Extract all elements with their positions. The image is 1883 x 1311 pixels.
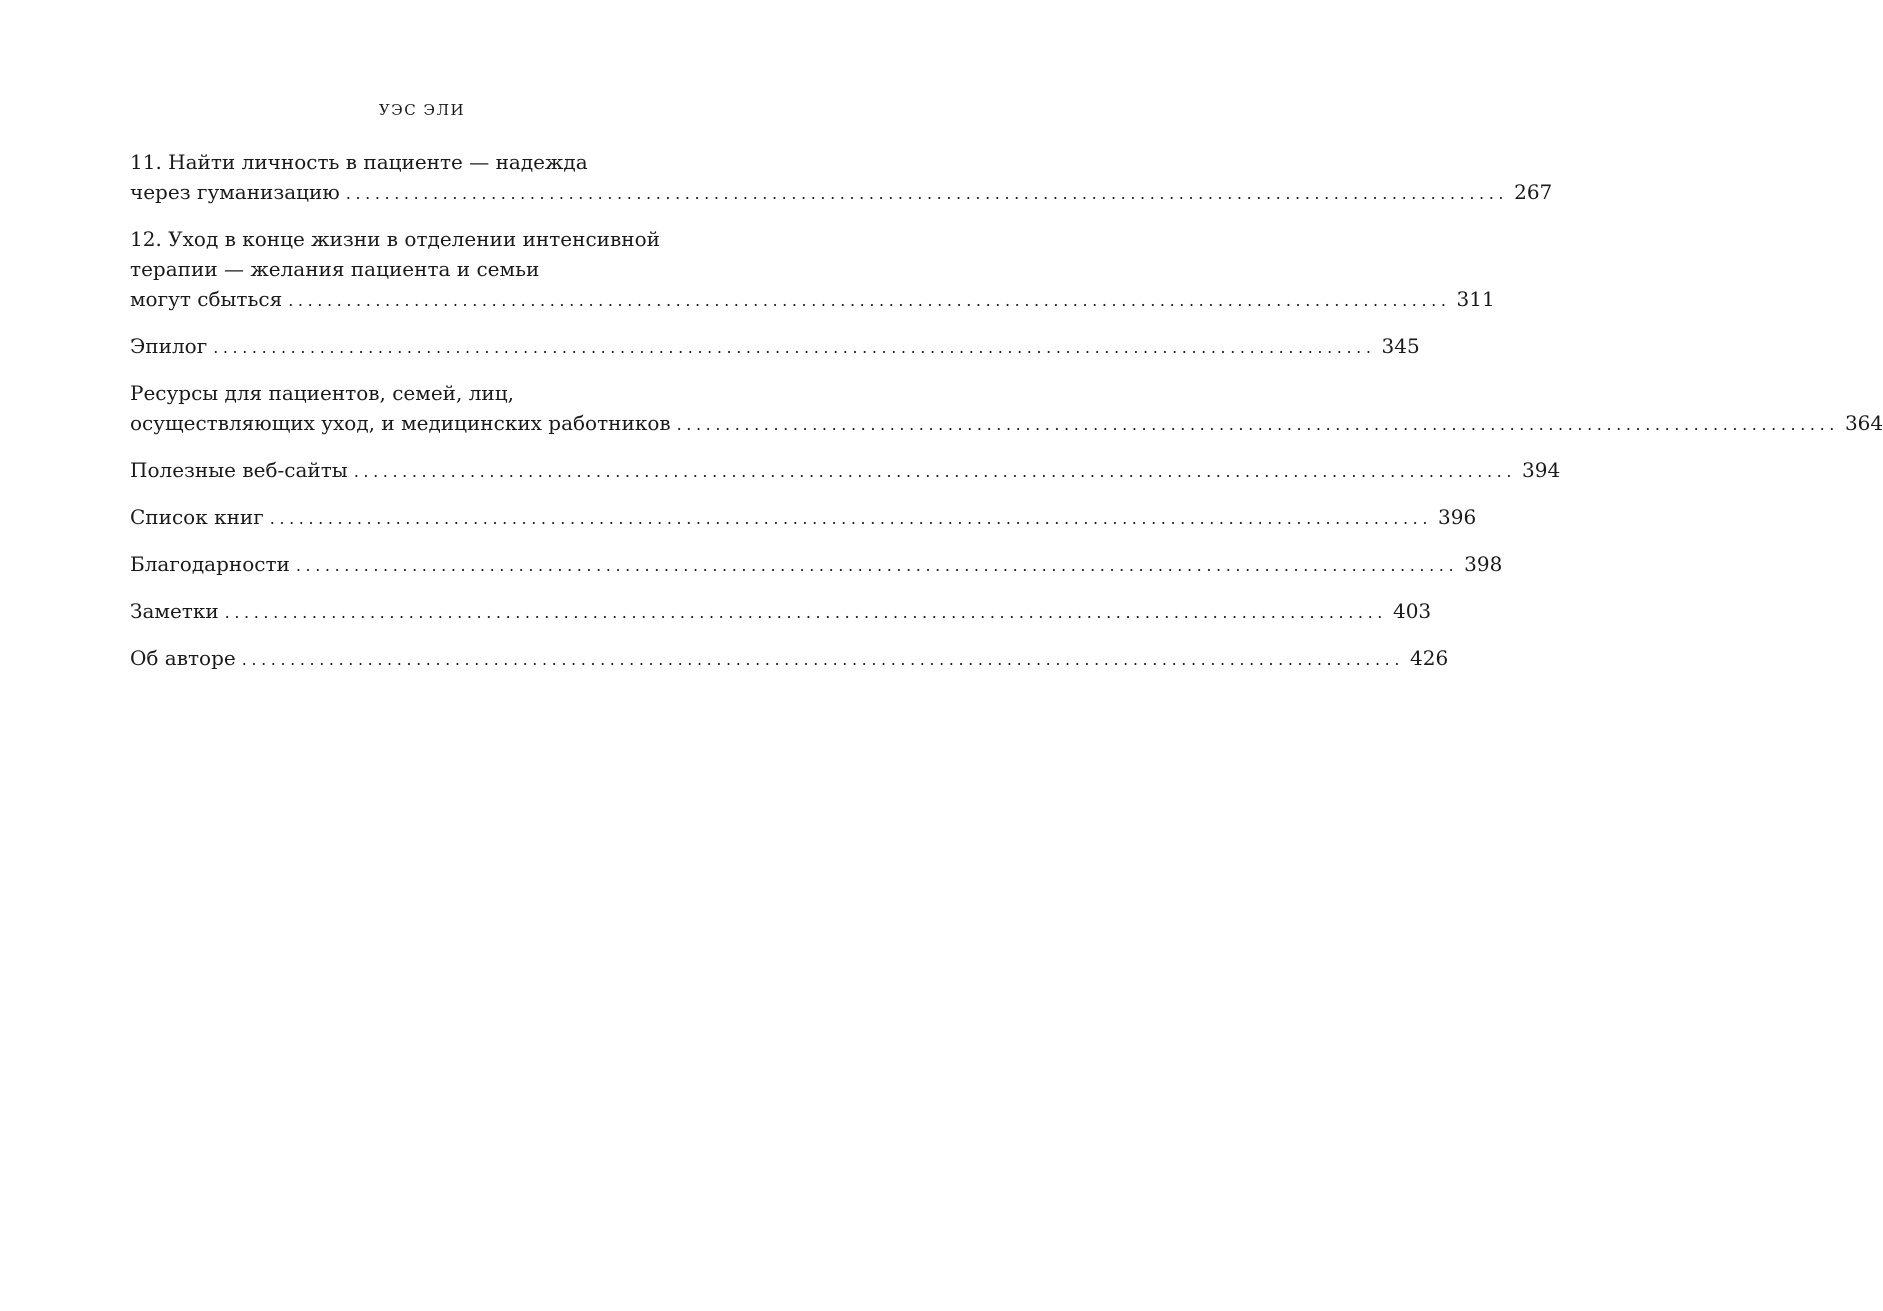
toc-entry-notes[interactable] bbox=[130, 596, 1432, 628]
toc-entry-title-line: 12. Уход в конце жизни в отделении интенсивной bbox=[130, 227, 660, 251]
toc-entry-title-line: через гуманизацию bbox=[130, 180, 340, 204]
running-head: УЭС ЭЛИ bbox=[378, 101, 466, 119]
toc-page-number: 345 bbox=[1381, 334, 1420, 358]
dot-leader: ........................................................................................................................ bbox=[241, 650, 1405, 669]
toc-entry-title-line: осуществляющих уход, и медицинских работников bbox=[130, 411, 671, 435]
toc-page-number: 398 bbox=[1464, 552, 1503, 576]
toc-entry-title-line: Заметки bbox=[130, 599, 219, 623]
dot-leader: ........................................................................................................................ bbox=[269, 509, 1433, 528]
toc-page-number: 394 bbox=[1522, 458, 1561, 482]
toc-page-number: 403 bbox=[1392, 599, 1432, 623]
toc-entry-resources[interactable] bbox=[130, 378, 1883, 440]
toc-entry-title-line: Эпилог bbox=[130, 334, 208, 358]
toc-entry-websites[interactable] bbox=[130, 455, 1561, 487]
table-of-contents bbox=[130, 147, 1883, 675]
toc-entry-about-author[interactable] bbox=[130, 643, 1449, 675]
toc-entry-title-line: Список книг bbox=[130, 505, 264, 529]
toc-page-number: 426 bbox=[1410, 646, 1449, 670]
toc-entry-title-line: терапии — желания пациента и семьи bbox=[130, 257, 540, 281]
toc-entry-title-line: Полезные веб-сайты bbox=[130, 458, 348, 482]
toc-entry-title-line: 11. Найти личность в пациенте — надежда bbox=[130, 150, 588, 174]
toc-page-number: 311 bbox=[1456, 287, 1495, 311]
toc-entry-book-list[interactable] bbox=[130, 502, 1477, 534]
toc-entry-chapter-11[interactable] bbox=[130, 147, 1553, 209]
toc-entry-title-line: могут сбыться bbox=[130, 287, 283, 311]
toc-entry-title-line: Ресурсы для пациентов, семей, лиц, bbox=[130, 381, 514, 405]
toc-entry-epilogue[interactable] bbox=[130, 331, 1420, 363]
dot-leader: ........................................................................................................................ bbox=[288, 291, 1451, 310]
dot-leader: ........................................................................................................................ bbox=[213, 338, 1376, 357]
dot-leader: ........................................................................................................................ bbox=[345, 184, 1509, 203]
toc-page-number: 267 bbox=[1514, 180, 1553, 204]
toc-entry-title-line: Об авторе bbox=[130, 646, 236, 670]
dot-leader: ........................................................................................................................ bbox=[676, 415, 1839, 434]
dot-leader: ........................................................................................................................ bbox=[353, 462, 1517, 481]
toc-page-number: 364 bbox=[1844, 411, 1883, 435]
dot-leader: ........................................................................................................................ bbox=[224, 603, 1387, 622]
toc-entry-chapter-12[interactable] bbox=[130, 224, 1495, 316]
toc-page-number: 396 bbox=[1438, 505, 1477, 529]
dot-leader: ........................................................................................................................ bbox=[295, 556, 1459, 575]
toc-entry-acknowledgements[interactable] bbox=[130, 549, 1503, 581]
toc-entry-title-line: Благодарности bbox=[130, 552, 290, 576]
